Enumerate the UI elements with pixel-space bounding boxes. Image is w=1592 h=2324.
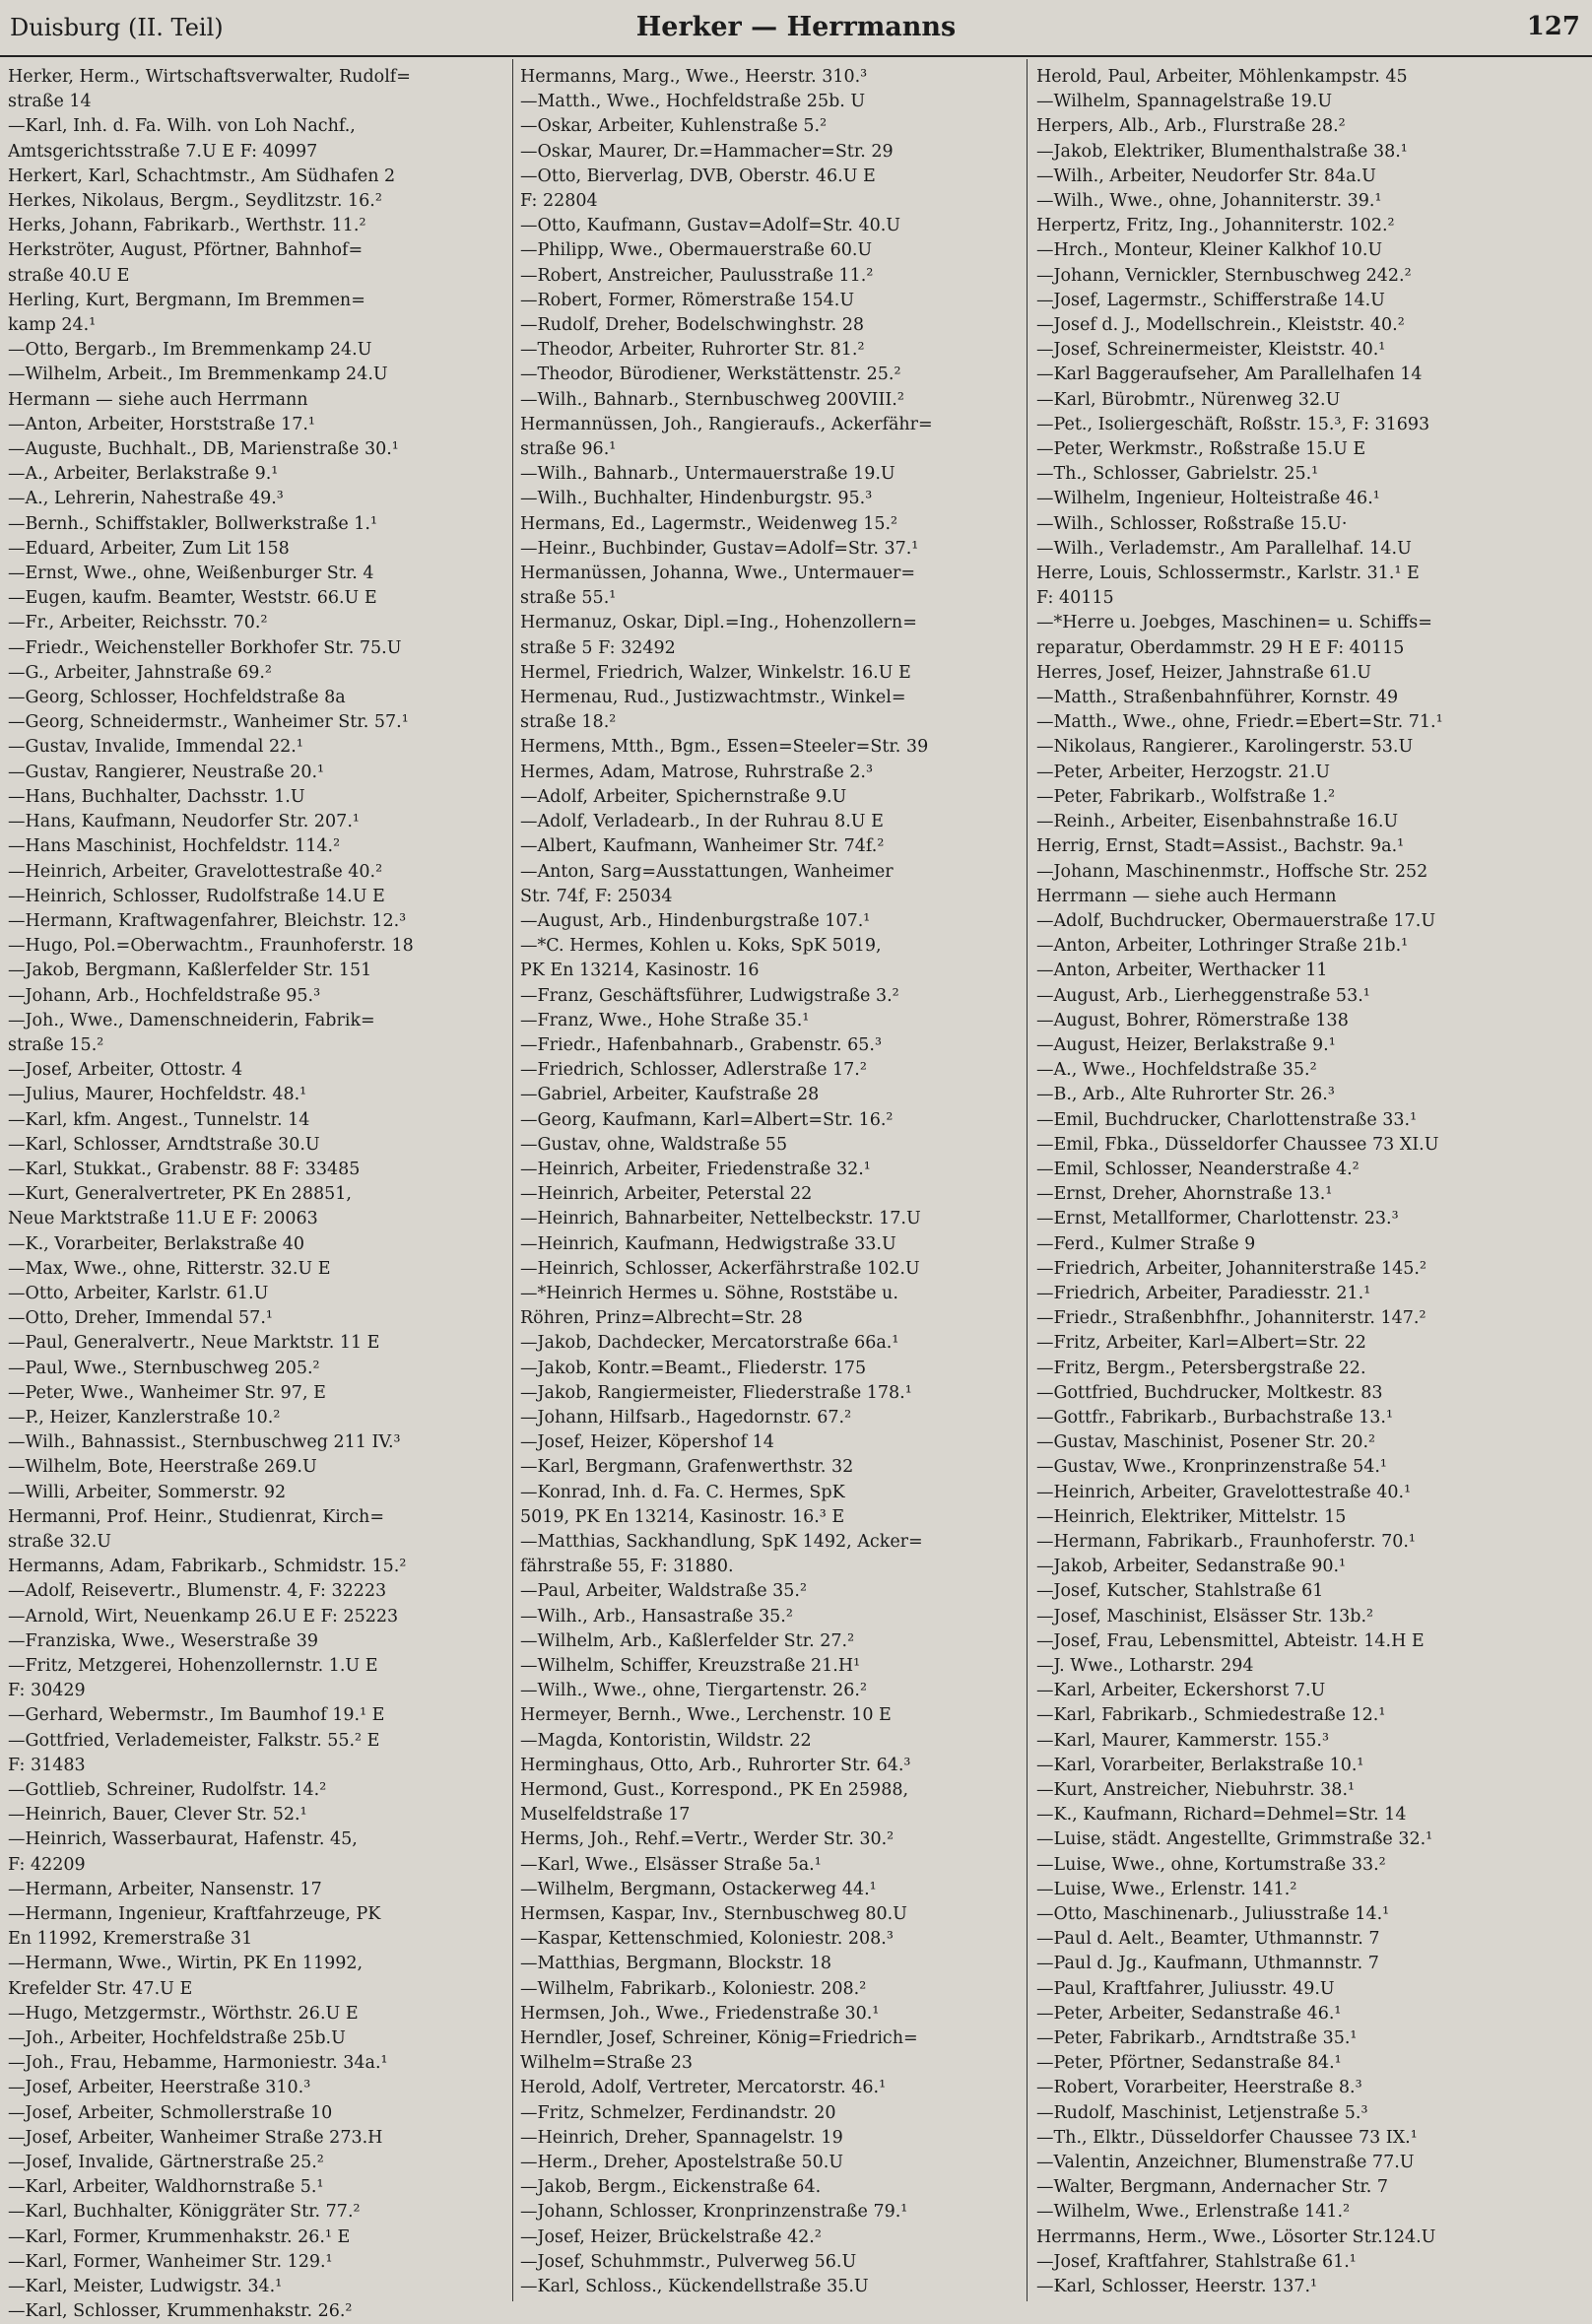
directory-entry-line: —August, Bohrer, Römerstraße 138 — [1036, 1010, 1349, 1030]
directory-entry-line: —Josef, Kraftfahrer, Stahlstraße 61.¹ — [1036, 2251, 1357, 2272]
directory-entry-line: —Herm., Dreher, Apostelstraße 50.U — [520, 2153, 844, 2173]
directory-entry-line: —Willi, Arbeiter, Sommerstr. 92 — [8, 1482, 287, 1502]
directory-entry-line: —Peter, Pförtner, Sedanstraße 84.¹ — [1036, 2053, 1342, 2074]
column-divider — [512, 59, 513, 2301]
directory-entry-line: F: 22804 — [520, 191, 598, 212]
directory-entry-line: —Julius, Maurer, Hochfeldstr. 48.¹ — [8, 1085, 307, 1105]
directory-entry-line: —Karl, kfm. Angest., Tunnelstr. 14 — [8, 1109, 310, 1130]
directory-entry-line: —Joh., Arbeiter, Hochfeldstraße 25b.U — [8, 2028, 346, 2049]
directory-entry-line: Hermond, Gust., Korrespond., PK En 25988, — [520, 1780, 909, 1801]
directory-entry-line: —Otto, Maschinenarb., Juliusstraße 14.¹ — [1036, 1904, 1390, 1925]
directory-entry-line: Hermsen, Kaspar, Inv., Sternbuschweg 80.U — [520, 1904, 907, 1925]
directory-entry-line: —Paul, Wwe., Sternbuschweg 205.² — [8, 1358, 320, 1378]
directory-entry-line: —Hermann, Arbeiter, Nansenstr. 17 — [8, 1879, 322, 1899]
directory-entry-line: —Arnold, Wirt, Neuenkamp 26.U E F: 25223 — [8, 1606, 399, 1627]
directory-entry-line: —Matth., Wwe., ohne, Friedr.=Ebert=Str. 71.¹ — [1036, 712, 1443, 733]
directory-entry-line: —P., Heizer, Kanzlerstraße 10.² — [8, 1407, 281, 1428]
directory-entry-line: —Josef, Frau, Lebensmittel, Abteistr. 14.H E — [1036, 1630, 1425, 1651]
directory-entry-line: straße 32.U — [8, 1531, 111, 1552]
directory-entry-line: Hermann — siehe auch Herrmann — [8, 389, 308, 410]
directory-entry-line: —A., Arbeiter, Berlakstraße 9.¹ — [8, 464, 279, 485]
directory-entry-line: —Fritz, Metzgerei, Hohenzollernstr. 1.U E — [8, 1656, 378, 1676]
directory-entry-line: —Ernst, Metallformer, Charlottenstr. 23.³ — [1036, 1209, 1399, 1229]
directory-entry-line: —Reinh., Arbeiter, Eisenbahnstraße 16.U — [1036, 812, 1399, 832]
directory-entry-line: —Karl, Wwe., Elsässer Straße 5a.¹ — [520, 1854, 822, 1875]
directory-entry-line: —Josef d. J., Modellschrein., Kleiststr. 40.² — [1036, 315, 1405, 336]
directory-entry-line: —Heinrich, Arbeiter, Peterstal 22 — [520, 1184, 813, 1205]
directory-entry-line: Hermans, Ed., Lagermstr., Weidenweg 15.² — [520, 513, 898, 534]
directory-entry-line: —Fritz, Arbeiter, Karl=Albert=Str. 22 — [1036, 1333, 1366, 1354]
directory-entry-line: —Max, Wwe., ohne, Ritterstr. 32.U E — [8, 1258, 331, 1279]
directory-entry-line: Herold, Adolf, Vertreter, Mercatorstr. 46.¹ — [520, 2078, 887, 2098]
directory-entry-line: —Philipp, Wwe., Obermauerstraße 60.U — [520, 240, 873, 261]
directory-entry-line: fährstraße 55, F: 31880. — [520, 1557, 734, 1577]
directory-entry-line: —Karl, Schlosser, Heerstr. 137.¹ — [1036, 2277, 1318, 2297]
directory-entry-line: —A., Wwe., Hochfeldstraße 35.² — [1036, 1060, 1317, 1081]
directory-entry-line: —Otto, Bierverlag, DVB, Oberstr. 46.U E — [520, 166, 876, 186]
directory-entry-line: —Karl, Fabrikarb., Schmiedestraße 12.¹ — [1036, 1705, 1386, 1726]
directory-entry-line: —Friedr., Weichensteller Borkhofer Str. 75.U — [8, 637, 402, 658]
directory-entry-line: Muselfeldstraße 17 — [520, 1805, 691, 1826]
directory-entry-line: Herrmanns, Herm., Wwe., Lösorter Str.124.U — [1036, 2226, 1436, 2247]
directory-entry-line: —Heinrich, Schlosser, Rudolfstraße 14.U E — [8, 886, 385, 906]
directory-entry-line: —Gerhard, Webermstr., Im Baumhof 19.¹ E — [8, 1705, 385, 1726]
directory-entry-line: —Josef, Invalide, Gärtnerstraße 25.² — [8, 2153, 324, 2173]
directory-entry-line: Herling, Kurt, Bergmann, Im Bremmen= — [8, 290, 365, 310]
directory-entry-line: —Johann, Maschinenmstr., Hoffsche Str. 252 — [1036, 861, 1428, 882]
directory-entry-line: —Gottfried, Verlademeister, Falkstr. 55.² E — [8, 1730, 380, 1751]
directory-entry-line: —Jakob, Elektriker, Blumenthalstraße 38.¹ — [1036, 141, 1408, 162]
directory-entry-line: Hermenau, Rud., Justizwachtmstr., Winkel= — [520, 688, 906, 708]
directory-entry-line: —Karl, Former, Wanheimer Str. 129.¹ — [8, 2251, 333, 2272]
directory-entry-line: —Heinr., Buchbinder, Gustav=Adolf=Str. 37.¹ — [520, 538, 919, 559]
directory-entry-line: Hermannüssen, Joh., Rangieraufs., Ackerfähr= — [520, 414, 933, 434]
directory-entry-line: —Franziska, Wwe., Weserstraße 39 — [8, 1630, 318, 1651]
directory-entry-line: Herres, Josef, Heizer, Jahnstraße 61.U — [1036, 662, 1372, 683]
directory-entry-line: —Gustav, ohne, Waldstraße 55 — [520, 1134, 788, 1155]
directory-entry-line: —Kurt, Anstreicher, Niebuhrstr. 38.¹ — [1036, 1780, 1356, 1801]
directory-entry-line: —Hans, Kaufmann, Neudorfer Str. 207.¹ — [8, 812, 360, 832]
directory-entry-line: —Matthias, Sackhandlung, SpK 1492, Acker= — [520, 1531, 923, 1552]
directory-entry-line: —Heinrich, Arbeiter, Friedenstraße 32.¹ — [520, 1159, 871, 1179]
directory-entry-line: —Robert, Former, Römerstraße 154.U — [520, 290, 855, 310]
directory-entry-line: —Rudolf, Dreher, Bodelschwinghstr. 28 — [520, 315, 864, 336]
directory-entry-line: —Jakob, Bergm., Eickenstraße 64. — [520, 2177, 822, 2198]
directory-entry-line: —Emil, Fbka., Düsseldorfer Chaussee 73 XI.U — [1036, 1134, 1439, 1155]
name-range-title: Herker — Herrmanns — [635, 12, 957, 42]
directory-entry-line: —Wilh., Bahnarb., Sternbuschweg 200VIII.² — [520, 389, 904, 410]
directory-entry-line: —Gabriel, Arbeiter, Kaufstraße 28 — [520, 1085, 820, 1105]
directory-entry-line: —Johann, Schlosser, Kronprinzenstraße 79.¹ — [520, 2202, 908, 2223]
directory-entry-line: straße 15.² — [8, 1034, 104, 1055]
directory-entry-line: —Anton, Arbeiter, Lothringer Straße 21b.¹ — [1036, 936, 1409, 957]
directory-entry-line: —*Heinrich Hermes u. Söhne, Roststäbe u. — [520, 1283, 898, 1303]
directory-entry-line: —Luise, Wwe., Erlenstr. 141.² — [1036, 1879, 1297, 1899]
directory-entry-line: —Hermann, Ingenieur, Kraftfahrzeuge, PK — [8, 1904, 381, 1925]
directory-entry-line: —Wilh., Buchhalter, Hindenburgstr. 95.³ — [520, 489, 873, 509]
directory-entry-line: —Karl, Former, Krummenhakstr. 26.¹ E — [8, 2226, 351, 2247]
directory-entry-line: —Wilhelm, Bergmann, Ostackerweg 44.¹ — [520, 1879, 877, 1899]
directory-column-1 — [8, 65, 508, 2324]
directory-entry-line: —Anton, Arbeiter, Horststraße 17.¹ — [8, 414, 315, 434]
directory-entry-line: —Bernh., Schiffstakler, Bollwerkstraße 1.¹ — [8, 513, 378, 534]
directory-entry-line: Röhren, Prinz=Albrecht=Str. 28 — [520, 1308, 803, 1329]
directory-entry-line: —Karl, Inh. d. Fa. Wilh. von Loh Nachf., — [8, 116, 356, 137]
directory-entry-line: Herold, Paul, Arbeiter, Möhlenkampstr. 45 — [1036, 67, 1408, 87]
directory-entry-line: —Rudolf, Maschinist, Letjenstraße 5.³ — [1036, 2102, 1368, 2123]
directory-entry-line: straße 40.U E — [8, 265, 130, 286]
directory-entry-line: —Otto, Kaufmann, Gustav=Adolf=Str. 40.U — [520, 216, 901, 236]
directory-entry-line: —Ernst, Dreher, Ahornstraße 13.¹ — [1036, 1184, 1333, 1205]
directory-entry-line: —Hermann, Kraftwagenfahrer, Bleichstr. 12.³ — [8, 910, 407, 931]
directory-entry-line: —Friedr., Hafenbahnarb., Grabenstr. 65.³ — [520, 1034, 882, 1055]
directory-entry-line: —Heinrich, Wasserbaurat, Hafenstr. 45, — [8, 1829, 358, 1850]
directory-entry-line: straße 14 — [8, 92, 92, 112]
directory-entry-line: —Ferd., Kulmer Straße 9 — [1036, 1233, 1256, 1254]
directory-entry-line: —Wilhelm, Arbeit., Im Bremmenkamp 24.U — [8, 365, 388, 385]
directory-entry-line: —Wilh., Schlosser, Roßstraße 15.U· — [1036, 513, 1348, 534]
directory-entry-line: —Karl, Meister, Ludwigstr. 34.¹ — [8, 2277, 283, 2297]
directory-entry-line: —Otto, Bergarb., Im Bremmenkamp 24.U — [8, 340, 372, 361]
directory-entry-line: —Johann, Vernickler, Sternbuschweg 242.² — [1036, 265, 1412, 286]
directory-entry-line: —Jakob, Dachdecker, Mercatorstraße 66a.¹ — [520, 1333, 899, 1354]
directory-entry-line: Hermes, Adam, Matrose, Ruhrstraße 2.³ — [520, 762, 873, 782]
directory-entry-line: —Paul, Generalvertr., Neue Marktstr. 11 E — [8, 1333, 380, 1354]
directory-entry-line: —Jakob, Bergmann, Kaßlerfelder Str. 151 — [8, 961, 372, 981]
directory-entry-line: Herks, Johann, Fabrikarb., Werthstr. 11.² — [8, 216, 366, 236]
directory-entry-line: —Eugen, kaufm. Beamter, Weststr. 66.U E — [8, 588, 377, 609]
directory-entry-line: —Matth., Wwe., Hochfeldstraße 25b. U — [520, 92, 866, 112]
directory-entry-line: —Wilh., Wwe., ohne, Johanniterstr. 39.¹ — [1036, 191, 1382, 212]
directory-entry-line: —Adolf, Verladearb., In der Ruhrau 8.U E — [520, 812, 884, 832]
directory-entry-line: Hermanuz, Oskar, Dipl.=Ing., Hohenzollern= — [520, 613, 917, 633]
directory-entry-line: —Valentin, Anzeichner, Blumenstraße 77.U — [1036, 2153, 1415, 2173]
directory-entry-line: —Wilh., Wwe., ohne, Tiergartenstr. 26.² — [520, 1681, 867, 1701]
directory-entry-line: PK En 13214, Kasinostr. 16 — [520, 961, 760, 981]
directory-entry-line: —Gottlieb, Schreiner, Rudolfstr. 14.² — [8, 1780, 327, 1801]
directory-entry-line: En 11992, Kremerstraße 31 — [8, 1929, 253, 1950]
directory-entry-line: —Friedr., Straßenbhfhr., Johanniterstr. 147.² — [1036, 1308, 1426, 1329]
directory-entry-line: —Theodor, Bürodiener, Werkstättenstr. 25.² — [520, 365, 901, 385]
directory-entry-line: —Heinrich, Bauer, Clever Str. 52.¹ — [8, 1805, 307, 1826]
directory-entry-line: —Heinrich, Elektriker, Mittelstr. 15 — [1036, 1506, 1347, 1527]
directory-entry-line: —Gottfr., Fabrikarb., Burbachstraße 13.¹ — [1036, 1407, 1394, 1428]
directory-entry-line: —Adolf, Buchdrucker, Obermauerstraße 17.U — [1036, 910, 1436, 931]
directory-entry-line: —Fritz, Bergm., Petersbergstraße 22. — [1036, 1358, 1366, 1378]
directory-entry-line: —Matth., Straßenbahnführer, Kornstr. 49 — [1036, 688, 1399, 708]
directory-entry-line: —Fr., Arbeiter, Reichsstr. 70.² — [8, 613, 268, 633]
directory-entry-line: —Peter, Arbeiter, Sedanstraße 46.¹ — [1036, 2003, 1342, 2024]
directory-entry-line: —Kurt, Generalvertreter, PK En 28851, — [8, 1184, 352, 1205]
directory-entry-line: —Franz, Wwe., Hohe Straße 35.¹ — [520, 1010, 810, 1030]
directory-entry-line: —Georg, Schneidermstr., Wanheimer Str. 57.¹ — [8, 712, 409, 733]
directory-entry-line: —Paul, Arbeiter, Waldstraße 35.² — [520, 1581, 807, 1602]
directory-entry-line: —Konrad, Inh. d. Fa. C. Hermes, SpK — [520, 1482, 845, 1502]
directory-entry-line: —A., Lehrerin, Nahestraße 49.³ — [8, 489, 284, 509]
directory-entry-line: —Th., Schlosser, Gabrielstr. 25.¹ — [1036, 464, 1319, 485]
directory-entry-line: —Wilh., Bahnarb., Untermauerstraße 19.U — [520, 464, 896, 485]
directory-entry-line: —Jakob, Rangiermeister, Fliederstraße 178.¹ — [520, 1382, 912, 1403]
directory-entry-line: —Anton, Sarg=Ausstattungen, Wanheimer — [520, 861, 894, 882]
directory-entry-line: —Friedrich, Arbeiter, Paradiesstr. 21.¹ — [1036, 1283, 1371, 1303]
directory-entry-line: —Karl, Buchhalter, Königgräter Str. 77.² — [8, 2202, 361, 2223]
directory-entry-line: straße 5 F: 32492 — [520, 637, 676, 658]
directory-entry-line: —Gustav, Wwe., Kronprinzenstraße 54.¹ — [1036, 1457, 1387, 1478]
directory-entry-line: Herre, Louis, Schlossermstr., Karlstr. 31.¹ E — [1036, 564, 1420, 584]
directory-entry-line: —Paul d. Aelt., Beamter, Uthmannstr. 7 — [1036, 1929, 1380, 1950]
directory-entry-line: —Wilhelm, Ingenieur, Holteistraße 46.¹ — [1036, 489, 1380, 509]
directory-entry-line: —Luise, Wwe., ohne, Kortumstraße 33.² — [1036, 1854, 1386, 1875]
directory-entry-line: —Wilhelm, Arb., Kaßlerfelder Str. 27.² — [520, 1630, 855, 1651]
directory-entry-line: —Karl, Schlosser, Arndtstraße 30.U — [8, 1134, 320, 1155]
directory-entry-line: —J. Wwe., Lotharstr. 294 — [1036, 1656, 1254, 1676]
directory-entry-line: —Fritz, Schmelzer, Ferdinandstr. 20 — [520, 2102, 836, 2123]
directory-entry-line: Hermsen, Joh., Wwe., Friedenstraße 30.¹ — [520, 2003, 880, 2024]
directory-entry-line: —Eduard, Arbeiter, Zum Lit 158 — [8, 538, 290, 559]
directory-entry-line: —Robert, Vorarbeiter, Heerstraße 8.³ — [1036, 2078, 1362, 2098]
directory-entry-line: —Josef, Heizer, Köpershof 14 — [520, 1432, 774, 1453]
directory-entry-line: Hermanns, Marg., Wwe., Heerstr. 310.³ — [520, 67, 868, 87]
directory-column-2 — [520, 65, 1021, 2299]
directory-entry-line: —Paul d. Jg., Kaufmann, Uthmannstr. 7 — [1036, 1954, 1379, 1974]
directory-entry-line: —Wilhelm, Spannagelstraße 19.U — [1036, 92, 1333, 112]
directory-entry-line: —Heinrich, Arbeiter, Gravelottestraße 40.² — [8, 861, 383, 882]
directory-entry-line: —Wilhelm, Bote, Heerstraße 269.U — [8, 1457, 317, 1478]
directory-entry-line: —Adolf, Reisevertr., Blumenstr. 4, F: 32223 — [8, 1581, 387, 1602]
directory-entry-line: —Hugo, Metzgermstr., Wörthstr. 26.U E — [8, 2003, 359, 2024]
directory-entry-line: —Josef, Arbeiter, Heerstraße 310.³ — [8, 2078, 311, 2098]
directory-entry-line: —Luise, städt. Angestellte, Grimmstraße 32.¹ — [1036, 1829, 1433, 1850]
directory-entry-line: —B., Arb., Alte Ruhrorter Str. 26.³ — [1036, 1085, 1335, 1105]
directory-entry-line: —Karl, Schlosser, Krummenhakstr. 26.² — [8, 2301, 353, 2322]
directory-entry-line: —Peter, Wwe., Wanheimer Str. 97, E — [8, 1382, 326, 1403]
directory-entry-line: —Karl, Bürobmtr., Nürenweg 32.U — [1036, 389, 1341, 410]
directory-entry-line: —Peter, Fabrikarb., Arndtstraße 35.¹ — [1036, 2028, 1358, 2049]
directory-entry-line: —Walter, Bergmann, Andernacher Str. 7 — [1036, 2177, 1389, 2198]
directory-entry-line: —Karl, Schloss., Kückendellstraße 35.U — [520, 2277, 869, 2297]
directory-entry-line: —Th., Elktr., Düsseldorfer Chaussee 73 IX.¹ — [1036, 2127, 1418, 2148]
directory-entry-line: Herpers, Alb., Arb., Flurstraße 28.² — [1036, 116, 1346, 137]
directory-entry-line: Wilhelm=Straße 23 — [520, 2053, 694, 2074]
directory-entry-line: —Emil, Schlosser, Neanderstraße 4.² — [1036, 1159, 1360, 1179]
directory-entry-line: —K., Kaufmann, Richard=Dehmel=Str. 14 — [1036, 1805, 1407, 1826]
directory-entry-line: —Wilh., Arb., Hansastraße 35.² — [520, 1606, 793, 1627]
directory-entry-line: —Nikolaus, Rangierer., Karolingerstr. 53.U — [1036, 737, 1414, 758]
directory-entry-line: straße 18.² — [520, 712, 617, 733]
directory-entry-line: —Hermann, Wwe., Wirtin, PK En 11992, — [8, 1954, 364, 1974]
directory-entry-line: 5019, PK En 13214, Kasinostr. 16.³ E — [520, 1506, 845, 1527]
directory-entry-line: —Josef, Schuhmmstr., Pulverweg 56.U — [520, 2251, 857, 2272]
directory-entry-line: kamp 24.¹ — [8, 315, 97, 336]
directory-entry-line: —Oskar, Maurer, Dr.=Hammacher=Str. 29 — [520, 141, 894, 162]
directory-entry-line: —Joh., Wwe., Damenschneiderin, Fabrik= — [8, 1010, 375, 1030]
directory-entry-line: —Josef, Maschinist, Elsässer Str. 13b.² — [1036, 1606, 1374, 1627]
directory-entry-line: —August, Heizer, Berlakstraße 9.¹ — [1036, 1034, 1336, 1055]
column-divider — [1027, 59, 1028, 2301]
page-number: 127 — [1526, 12, 1580, 41]
directory-entry-line: —Friedrich, Arbeiter, Johanniterstraße 145.² — [1036, 1258, 1426, 1279]
directory-entry-line: —Johann, Hilfsarb., Hagedornstr. 67.² — [520, 1407, 852, 1428]
directory-entry-line: —Magda, Kontoristin, Wildstr. 22 — [520, 1730, 812, 1751]
directory-entry-line: —Johann, Arb., Hochfeldstraße 95.³ — [8, 985, 321, 1006]
directory-entry-line: —Josef, Arbeiter, Ottostr. 4 — [8, 1060, 243, 1081]
directory-entry-line: —Heinrich, Arbeiter, Gravelottestraße 40.¹ — [1036, 1482, 1412, 1502]
directory-entry-line: Herker, Herm., Wirtschaftsverwalter, Rudolf= — [8, 67, 411, 87]
directory-entry-line: —August, Arb., Lierheggenstraße 53.¹ — [1036, 985, 1370, 1006]
directory-entry-line: —Matthias, Bergmann, Blockstr. 18 — [520, 1954, 832, 1974]
directory-entry-line: —K., Vorarbeiter, Berlakstraße 40 — [8, 1233, 305, 1254]
directory-entry-line: F: 30429 — [8, 1681, 86, 1701]
directory-entry-line: —Otto, Dreher, Immendal 57.¹ — [8, 1308, 273, 1329]
directory-entry-line: —Pet., Isoliergeschäft, Roßstr. 15.³, F: 31693 — [1036, 414, 1430, 434]
directory-entry-line: —Emil, Buchdrucker, Charlottenstraße 33.¹ — [1036, 1109, 1418, 1130]
directory-entry-line: Herms, Joh., Rehf.=Vertr., Werder Str. 30.² — [520, 1829, 895, 1850]
directory-entry-line: —Wilh., Arbeiter, Neudorfer Str. 84a.U — [1036, 166, 1376, 186]
directory-entry-line: —Albert, Kaufmann, Wanheimer Str. 74f.² — [520, 836, 885, 857]
directory-entry-line: Neue Marktstraße 11.U E F: 20063 — [8, 1209, 318, 1229]
directory-entry-line: —Josef, Arbeiter, Schmollerstraße 10 — [8, 2102, 333, 2123]
directory-entry-line: —August, Arb., Hindenburgstraße 107.¹ — [520, 910, 871, 931]
directory-entry-line: —Ernst, Wwe., ohne, Weißenburger Str. 4 — [8, 564, 374, 584]
directory-entry-line: —Otto, Arbeiter, Karlstr. 61.U — [8, 1283, 269, 1303]
directory-entry-line: Herndler, Josef, Schreiner, König=Friedrich= — [520, 2028, 918, 2049]
directory-entry-line: Herrmann — siehe auch Hermann — [1036, 886, 1337, 906]
directory-entry-line: —Karl, Arbeiter, Eckershorst 7.U — [1036, 1681, 1326, 1701]
directory-entry-line: —Gottfried, Buchdrucker, Moltkestr. 83 — [1036, 1382, 1383, 1403]
directory-entry-line: F: 40115 — [1036, 588, 1114, 609]
directory-entry-line: F: 31483 — [8, 1755, 86, 1775]
directory-entry-line: —Wilh., Verlademstr., Am Parallelhaf. 14.U — [1036, 538, 1412, 559]
directory-entry-line: —*Herre u. Joebges, Maschinen= u. Schiffs= — [1036, 613, 1432, 633]
directory-entry-line: Krefelder Str. 47.U E — [8, 1978, 193, 1999]
directory-entry-line: —Josef, Schreinermeister, Kleiststr. 40.¹ — [1036, 340, 1386, 361]
directory-entry-line: —Kaspar, Kettenschmied, Koloniestr. 208.³ — [520, 1929, 894, 1950]
directory-entry-line: —Hans, Buchhalter, Dachsstr. 1.U — [8, 786, 305, 807]
directory-entry-line: Hermanni, Prof. Heinr., Studienrat, Kirch= — [8, 1506, 384, 1527]
directory-entry-line: —Karl, Bergmann, Grafenwerthstr. 32 — [520, 1457, 854, 1478]
directory-entry-line: Herpertz, Fritz, Ing., Johanniterstr. 102.² — [1036, 216, 1395, 236]
directory-entry-line: —Heinrich, Bahnarbeiter, Nettelbeckstr. 17.U — [520, 1209, 921, 1229]
directory-entry-line: —Karl, Vorarbeiter, Berlakstraße 10.¹ — [1036, 1755, 1364, 1775]
directory-entry-line: Hermanüssen, Johanna, Wwe., Untermauer= — [520, 564, 916, 584]
directory-entry-line: —Adolf, Arbeiter, Spichernstraße 9.U — [520, 786, 847, 807]
directory-entry-line: —Anton, Arbeiter, Werthacker 11 — [1036, 961, 1328, 981]
directory-entry-line: —Franz, Geschäftsführer, Ludwigstraße 3.² — [520, 985, 899, 1006]
directory-entry-line: Herkert, Karl, Schachtmstr., Am Südhafen 2 — [8, 166, 396, 186]
directory-entry-line: Herkes, Nikolaus, Bergm., Seydlitzstr. 16.² — [8, 191, 382, 212]
directory-entry-line: —Karl, Maurer, Kammerstr. 155.³ — [1036, 1730, 1329, 1751]
directory-column-3 — [1036, 65, 1584, 2299]
directory-entry-line: —Josef, Arbeiter, Wanheimer Straße 273.H — [8, 2127, 383, 2148]
directory-entry-line: Amtsgerichtsstraße 7.U E F: 40997 — [8, 141, 318, 162]
directory-entry-line: —Wilh., Bahnassist., Sternbuschweg 211 IV.³ — [8, 1432, 401, 1453]
directory-entry-line: —Wilhelm, Fabrikarb., Koloniestr. 208.² — [520, 1978, 867, 1999]
directory-entry-line: —Heinrich, Dreher, Spannagelstr. 19 — [520, 2127, 843, 2148]
directory-entry-line: —Auguste, Buchhalt., DB, Marienstraße 30.¹ — [8, 439, 399, 460]
directory-entry-line: Hermanns, Adam, Fabrikarb., Schmidstr. 15.² — [8, 1557, 407, 1577]
directory-entry-line: —Oskar, Arbeiter, Kuhlenstraße 5.² — [520, 116, 828, 137]
directory-entry-line: —Wilhelm, Schiffer, Kreuzstraße 21.H¹ — [520, 1656, 861, 1676]
directory-entry-line: —G., Arbeiter, Jahnstraße 69.² — [8, 662, 272, 683]
directory-entry-line: —Peter, Werkmstr., Roßstraße 15.U E — [1036, 439, 1366, 460]
directory-entry-line: —Hrch., Monteur, Kleiner Kalkhof 10.U — [1036, 240, 1383, 261]
directory-entry-line: Herrig, Ernst, Stadt=Assist., Bachstr. 9a.¹ — [1036, 836, 1405, 857]
directory-entry-line: —Hermann, Fabrikarb., Fraunhoferstr. 70.¹ — [1036, 1531, 1416, 1552]
directory-entry-line: Str. 74f, F: 25034 — [520, 886, 673, 906]
directory-entry-line: Hermeyer, Bernh., Wwe., Lerchenstr. 10 E — [520, 1705, 892, 1726]
directory-entry-line: —Heinrich, Schlosser, Ackerfährstraße 102.U — [520, 1258, 920, 1279]
directory-entry-line: F: 42209 — [8, 1854, 86, 1875]
directory-entry-line: —Wilhelm, Wwe., Erlenstraße 141.² — [1036, 2202, 1351, 2223]
directory-entry-line: —Josef, Kutscher, Stahlstraße 61 — [1036, 1581, 1324, 1602]
directory-entry-line: Hermens, Mtth., Bgm., Essen=Steeler=Str. 39 — [520, 737, 929, 758]
directory-entry-line: —Robert, Anstreicher, Paulusstraße 11.² — [520, 265, 874, 286]
directory-entry-line: —Gustav, Rangierer, Neustraße 20.¹ — [8, 762, 325, 782]
directory-entry-line: —Jakob, Kontr.=Beamt., Fliederstr. 175 — [520, 1358, 867, 1378]
directory-entry-line: —Josef, Heizer, Brückelstraße 42.² — [520, 2226, 822, 2247]
directory-entry-line: —Peter, Fabrikarb., Wolfstraße 1.² — [1036, 786, 1336, 807]
directory-entry-line: —Heinrich, Kaufmann, Hedwigstraße 33.U — [520, 1233, 896, 1254]
directory-entry-line: reparatur, Oberdammstr. 29 H E F: 40115 — [1036, 637, 1405, 658]
directory-entry-line: straße 55.¹ — [520, 588, 617, 609]
directory-entry-line: —*C. Hermes, Kohlen u. Koks, SpK 5019, — [520, 936, 882, 957]
directory-entry-line: —Hans Maschinist, Hochfeldstr. 114.² — [8, 836, 341, 857]
directory-entry-line: Hermel, Friedrich, Walzer, Winkelstr. 16.U E — [520, 662, 911, 683]
page-header — [0, 0, 1592, 57]
directory-entry-line: Herminghaus, Otto, Arb., Ruhrorter Str. 64.³ — [520, 1755, 911, 1775]
directory-entry-line: —Theodor, Arbeiter, Ruhrorter Str. 81.² — [520, 340, 865, 361]
directory-entry-line: —Gustav, Maschinist, Posener Str. 20.² — [1036, 1432, 1376, 1453]
directory-entry-line: —Karl, Arbeiter, Waldhornstraße 5.¹ — [8, 2177, 324, 2198]
directory-entry-line: —Paul, Kraftfahrer, Juliusstr. 49.U — [1036, 1978, 1335, 1999]
directory-entry-line: —Joh., Frau, Hebamme, Harmoniestr. 34a.¹ — [8, 2053, 388, 2074]
directory-entry-line: —Friedrich, Schlosser, Adlerstraße 17.² — [520, 1060, 867, 1081]
directory-entry-line: —Gustav, Invalide, Immendal 22.¹ — [8, 737, 303, 758]
directory-entry-line: straße 96.¹ — [520, 439, 617, 460]
directory-entry-line: —Georg, Schlosser, Hochfeldstraße 8a — [8, 688, 346, 708]
directory-entry-line: —Hugo, Pol.=Oberwachtm., Fraunhoferstr. 18 — [8, 936, 414, 957]
directory-entry-line: —Karl Baggeraufseher, Am Parallelhafen 14 — [1036, 365, 1423, 385]
directory-entry-line: —Karl, Stukkat., Grabenstr. 88 F: 33485 — [8, 1159, 361, 1179]
city-section-label: Duisburg (II. Teil) — [10, 14, 224, 41]
directory-entry-line: —Josef, Lagermstr., Schifferstraße 14.U — [1036, 290, 1385, 310]
directory-entry-line: —Peter, Arbeiter, Herzogstr. 21.U — [1036, 762, 1331, 782]
directory-entry-line: —Georg, Kaufmann, Karl=Albert=Str. 16.² — [520, 1109, 894, 1130]
directory-entry-line: —Jakob, Arbeiter, Sedanstraße 90.¹ — [1036, 1557, 1347, 1577]
directory-entry-line: Herkströter, August, Pförtner, Bahnhof= — [8, 240, 364, 261]
